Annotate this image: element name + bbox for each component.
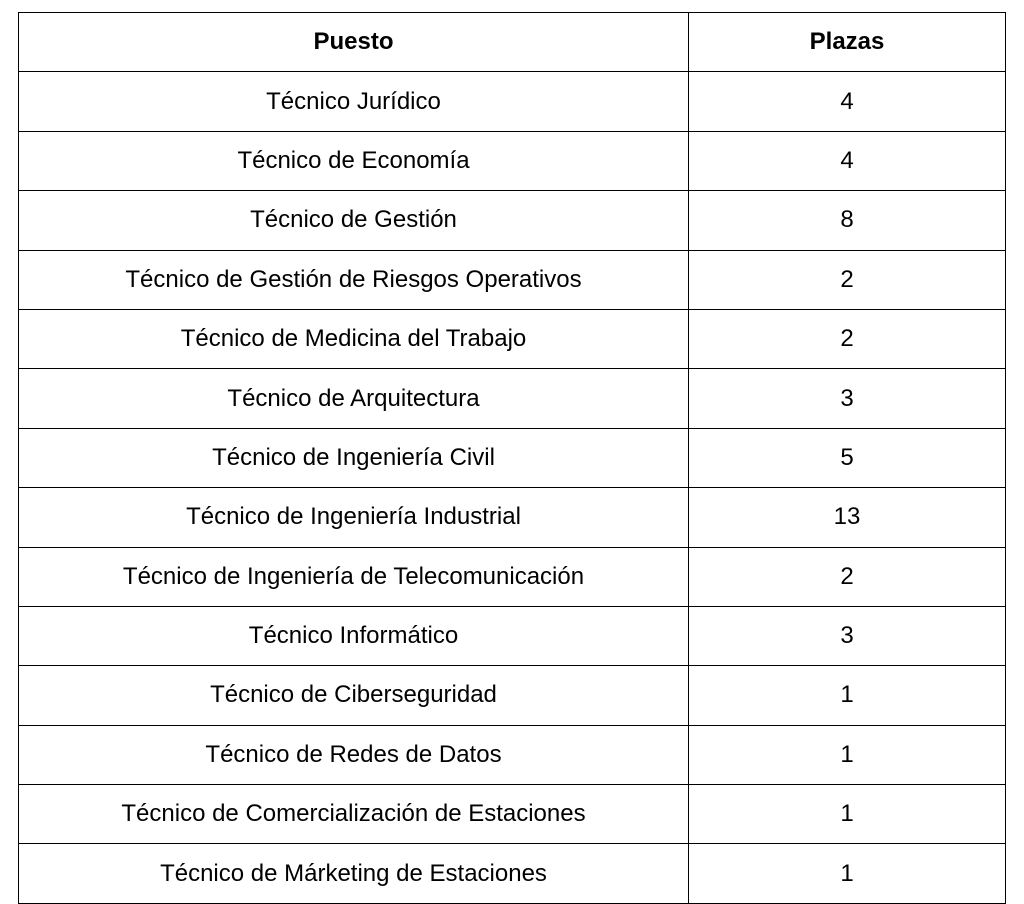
cell-plazas: 2 xyxy=(689,547,1006,606)
cell-plazas: 8 xyxy=(689,191,1006,250)
table-row xyxy=(19,488,1006,547)
cell-plazas: 2 xyxy=(689,309,1006,368)
cell-puesto: Técnico de Ingeniería Industrial xyxy=(19,488,689,547)
cell-puesto: Técnico Informático xyxy=(19,606,689,665)
table-row xyxy=(19,725,1006,784)
table-header-row xyxy=(19,13,1006,72)
cell-puesto: Técnico Jurídico xyxy=(19,72,689,131)
cell-puesto: Técnico de Márketing de Estaciones xyxy=(19,844,689,903)
cell-puesto: Técnico de Ingeniería Civil xyxy=(19,428,689,487)
cell-puesto: Técnico de Economía xyxy=(19,131,689,190)
table-row xyxy=(19,547,1006,606)
cell-plazas: 13 xyxy=(689,488,1006,547)
table-row xyxy=(19,785,1006,844)
table-row xyxy=(19,428,1006,487)
cell-puesto: Técnico de Arquitectura xyxy=(19,369,689,428)
cell-plazas: 4 xyxy=(689,72,1006,131)
cell-plazas: 2 xyxy=(689,250,1006,309)
cell-plazas: 3 xyxy=(689,606,1006,665)
cell-puesto: Técnico de Ingeniería de Telecomunicación xyxy=(19,547,689,606)
cell-plazas: 4 xyxy=(689,131,1006,190)
cell-plazas: 1 xyxy=(689,785,1006,844)
cell-puesto: Técnico de Ciberseguridad xyxy=(19,666,689,725)
cell-puesto: Técnico de Comercialización de Estaciones xyxy=(19,785,689,844)
cell-plazas: 1 xyxy=(689,666,1006,725)
table-row xyxy=(19,250,1006,309)
cell-plazas: 5 xyxy=(689,428,1006,487)
table-row xyxy=(19,844,1006,903)
cell-puesto: Técnico de Redes de Datos xyxy=(19,725,689,784)
table-row xyxy=(19,606,1006,665)
table-row xyxy=(19,72,1006,131)
header-plazas: Plazas xyxy=(689,13,1006,72)
cell-puesto: Técnico de Gestión xyxy=(19,191,689,250)
table-row xyxy=(19,666,1006,725)
positions-table xyxy=(18,12,1006,904)
cell-puesto: Técnico de Medicina del Trabajo xyxy=(19,309,689,368)
cell-plazas: 3 xyxy=(689,369,1006,428)
table-row xyxy=(19,191,1006,250)
header-puesto: Puesto xyxy=(19,13,689,72)
table-row xyxy=(19,131,1006,190)
table-row xyxy=(19,369,1006,428)
cell-puesto: Técnico de Gestión de Riesgos Operativos xyxy=(19,250,689,309)
cell-plazas: 1 xyxy=(689,844,1006,903)
table-row xyxy=(19,309,1006,368)
cell-plazas: 1 xyxy=(689,725,1006,784)
